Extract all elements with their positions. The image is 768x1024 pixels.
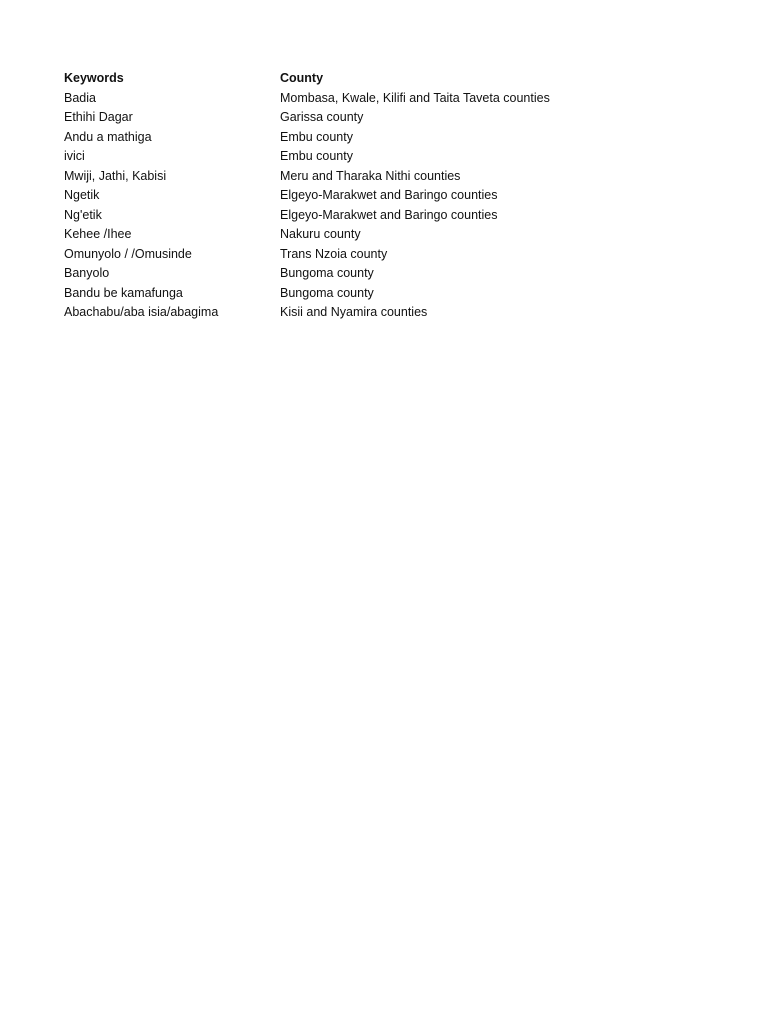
keyword-cell: Bandu be kamafunga [64,285,183,300]
table-row [64,245,700,265]
table-row [64,303,700,323]
keyword-cell: Abachabu/aba isia/abagima [64,305,219,319]
keyword-cell: Ngetik [64,188,100,202]
county-cell: Kisii and Nyamira counties [280,305,428,319]
county-cell: Nakuru county [280,227,361,241]
table-row [64,264,700,284]
keywords-county-table [64,69,700,323]
table-row [64,225,700,245]
table-row [64,128,700,148]
county-cell: Embu county [280,129,353,144]
keyword-cell: Mwiji, Jathi, Kabisi [64,168,167,183]
county-cell: Trans Nzoia county [280,246,388,261]
county-cell: Elgeyo-Marakwet and Baringo counties [280,188,498,202]
header-row [64,69,700,89]
county-cell: Mombasa, Kwale, Kilifi and Taita Taveta counties [280,90,550,105]
county-cell: Garissa county [280,110,364,124]
keyword-cell: Banyolo [64,266,110,280]
keyword-cell: ivici [64,149,85,163]
table-row [64,147,700,167]
keywords-column-header: Keywords [64,71,124,85]
county-cell: Bungoma county [280,285,374,300]
table-row [64,89,700,109]
table-body [64,89,700,323]
table-row [64,284,700,304]
keyword-cell: Badia [64,90,96,105]
keyword-cell: Kehee /Ihee [64,227,132,241]
table-header [64,69,700,89]
county-cell: Elgeyo-Marakwet and Baringo counties [280,207,498,222]
keyword-cell: Omunyolo / /Omusinde [64,246,192,261]
county-cell: Bungoma county [280,266,374,280]
county-cell: Embu county [280,149,353,163]
table-row [64,167,700,187]
keyword-cell: Andu a mathiga [64,129,152,144]
keyword-cell: Ng'etik [64,207,102,222]
table-row [64,108,700,128]
table-row [64,206,700,226]
county-cell: Meru and Tharaka Nithi counties [280,168,461,183]
county-column-header: County [280,71,324,85]
table-row [64,186,700,206]
keyword-cell: Ethihi Dagar [64,110,133,124]
